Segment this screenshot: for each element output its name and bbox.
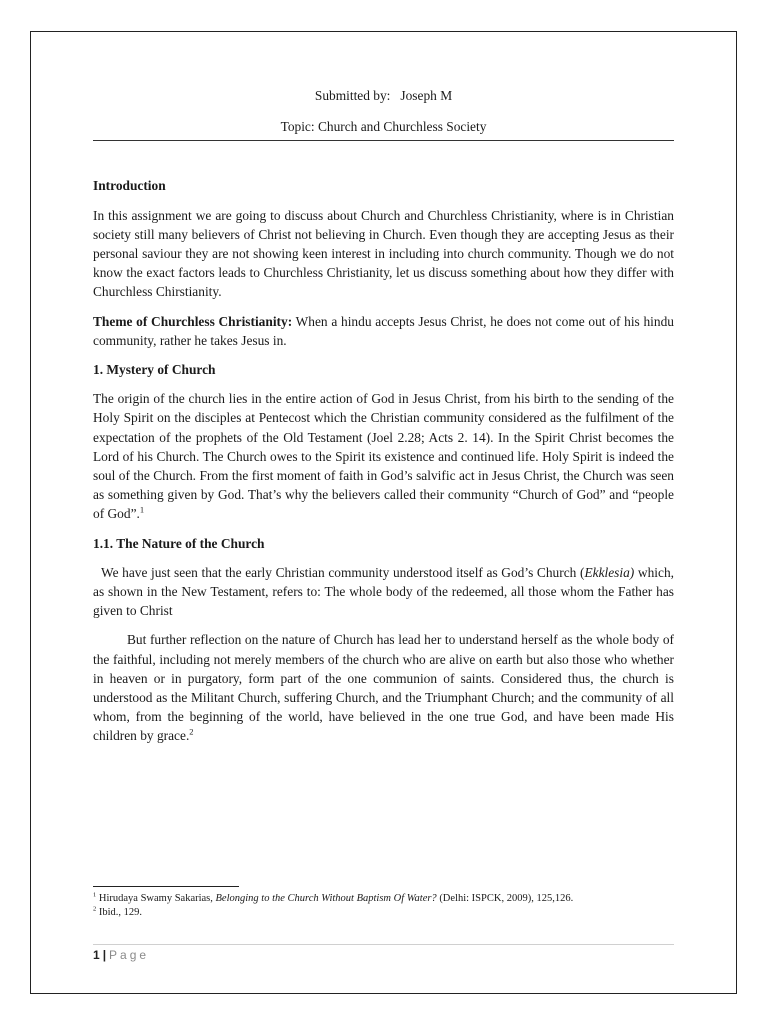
- footnote-1-number: 1: [93, 891, 97, 899]
- page-separator: |: [102, 948, 107, 962]
- footnote-2: [93, 906, 674, 920]
- para1-end: which, as shown in the New Testament, refers to: The whole body of the redeemed, all those whom the Father has given to Christ: [93, 564, 674, 619]
- para1-italic: Ekklesia): [584, 564, 635, 580]
- submitted-label: Submitted by:: [314, 88, 391, 103]
- footnote-2-text: Ibid., 129.: [96, 906, 143, 918]
- footnote-1-title: Belonging to the Church Without Baptism Of Water?: [215, 893, 437, 904]
- page-label: Page: [109, 948, 150, 962]
- header-divider: [93, 140, 674, 141]
- footer-divider: [93, 944, 674, 945]
- footnote-ref-1[interactable]: 1: [139, 504, 145, 515]
- theme-body: When a hindu accepts Jesus Christ, he does not come out of his hindu community, rather he takes Jesus in.: [93, 313, 674, 348]
- footnote-2-number: 2: [93, 905, 97, 912]
- section11-heading: 1.1. The Nature of the Church: [93, 535, 265, 551]
- document-body: [93, 86, 674, 756]
- section11-paragraph-1: [93, 563, 674, 621]
- section1-body: The origin of the church lies in the entire action of God in Jesus Christ, from his birth to the sending of the Holy Spirit on the disciples at Pentecost which the Christian community considered as the fulfilment of the expectation of the prophets of the Old Testament (Joel 2.28; Acts 2. 14). In the Spirit Christ becomes the Lord of his Church. The Church owes to the Spirit its existence and continued life. Holy Spirit is indeed the soul of the Church. From the first moment of faith in God’s salvific act in Jesus Christ, the Church was seen as something given by God. That’s why the believers called their community “Church of God” and “people of God”.: [93, 391, 674, 522]
- intro-paragraph: In this assignment we are going to discuss about Church and Churchless Christianity, where is in Christian society still many believers of Christ not believing in Church. Even though they are accepting Jesus as their personal saviour they are not showing keen interest in including into church community. Though we do not know the exact factors leads to Churchless Christianity, let us discuss something about how they differ with Churchless Chirstianity.: [93, 207, 674, 300]
- theme-heading: Theme of Churchless Christianity:: [93, 313, 293, 329]
- section1-heading: 1. Mystery of Church: [93, 362, 216, 378]
- theme-paragraph: [93, 312, 674, 350]
- para1-start: We have just seen that the early Christian community understood itself as God’s Church (: [101, 564, 585, 580]
- footnote-separator: [93, 886, 239, 887]
- footnote-1: [93, 892, 674, 906]
- footnote-1-rest: (Delhi: ISPCK, 2009), 125,126.: [436, 893, 574, 904]
- footnotes: [93, 892, 674, 919]
- page-number: 1: [93, 948, 100, 962]
- section1-paragraph: [93, 389, 674, 523]
- footnote-1-author: Hirudaya Swamy Sakarias,: [96, 893, 216, 904]
- topic-line: Topic: Church and Churchless Society: [280, 119, 487, 135]
- submitted-by: [93, 86, 674, 105]
- para2-body: But further reflection on the nature of Church has lead her to understand herself as the whole body of the faithful, including not merely members of the church who are alive on earth but also those who whether in heaven or in purgatory, form part of the one communion of saints. Considered thus, the church is understood as the Militant Church, suffering Church, and the Triumphant Church; and the community of all whom, from the beginning of the world, have believed in the one true God, and have been made His children by grace.: [93, 632, 674, 744]
- page-footer: [93, 948, 149, 962]
- submitted-name: Joseph M: [400, 88, 453, 103]
- intro-heading: Introduction: [93, 178, 166, 194]
- section11-paragraph-2: [93, 630, 674, 745]
- footnote-ref-2[interactable]: 2: [189, 727, 194, 738]
